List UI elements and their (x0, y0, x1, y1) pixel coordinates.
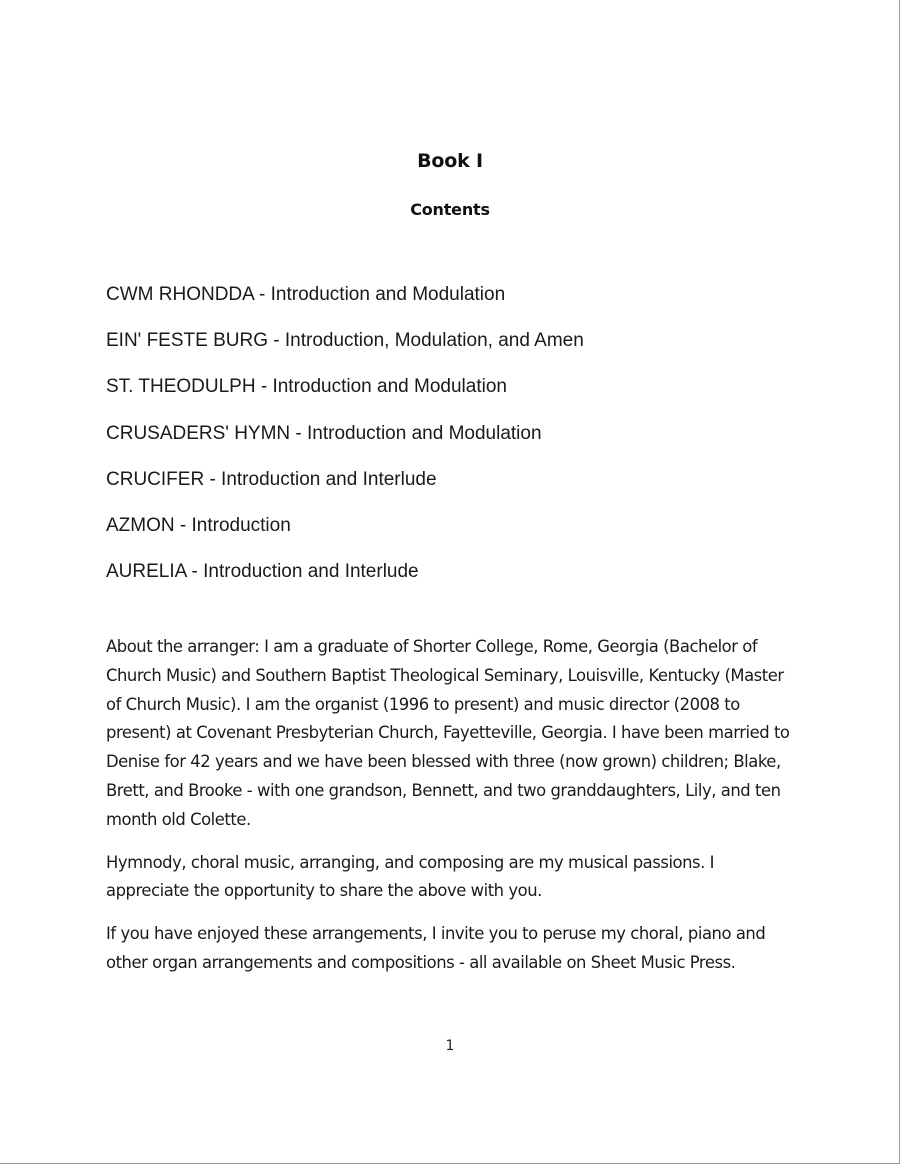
toc-entry: AZMON - Introduction (106, 514, 291, 536)
toc-entry: EIN' FESTE BURG - Introduction, Modulation, and Amen (106, 330, 584, 352)
invitation-paragraph: If you have enjoyed these arrangements, I invite you to peruse my choral, piano and other organ arrangements and compositions - all available on Sheet Music Press. (106, 924, 766, 972)
toc-entry: CRUCIFER - Introduction and Interlude (106, 468, 437, 490)
about-paragraph: About the arranger: I am a graduate of Shorter College, Rome, Georgia (Bachelor of Church Music) and Southern Baptist Theological Seminary, Louisville, Kentucky (Master of Church Music). I am the organist (1996 to present) and music director (2008 to present) at Covenant Presbyterian Church, Fayetteville, Georgia. I have been married to Denise for 42 years and we have been blessed with three (now grown) children; Blake, Brett, and Brooke - with one grandson, Bennett, and two granddaughters, Lily, and ten month old Colette. (106, 637, 790, 829)
toc-entry: ST. THEODULPH - Introduction and Modulation (106, 376, 507, 398)
page-number: 1 (445, 1038, 455, 1054)
table-of-contents (106, 282, 584, 605)
passions-paragraph: Hymnody, choral music, arranging, and composing are my musical passions. I appreciate the opportunity to share the above with you. (106, 852, 715, 901)
about-the-arranger (106, 633, 796, 992)
toc-entry: CRUSADERS' HYMN - Introduction and Modulation (106, 422, 542, 444)
toc-entry: AURELIA - Introduction and Interlude (106, 561, 419, 583)
book-title: Book I (417, 150, 483, 172)
toc-entry: CWM RHONDDA - Introduction and Modulation (106, 284, 506, 305)
contents-heading: Contents (410, 200, 490, 219)
